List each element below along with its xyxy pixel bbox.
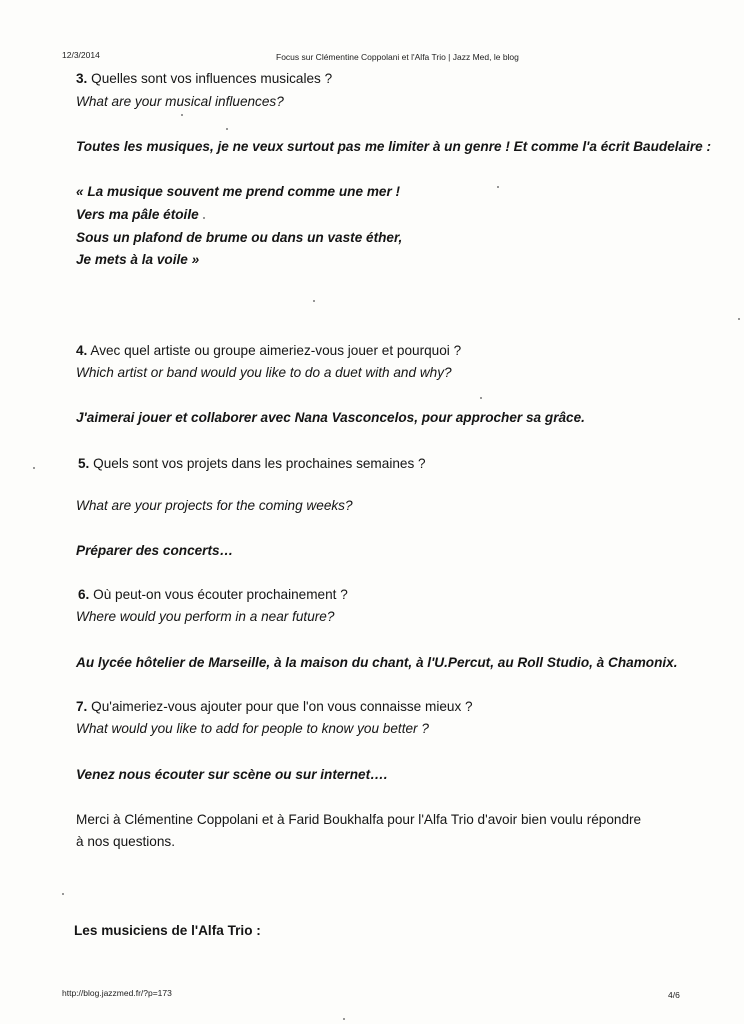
answer-6: Au lycée hôtelier de Marseille, à la maison du chant, à l'U.Percut, au Roll Studio, à Chamonix.	[76, 655, 678, 670]
question-number: 5.	[78, 456, 90, 471]
question-fr: Avec quel artiste ou groupe aimeriez-vous jouer et pourquoi ?	[90, 343, 462, 358]
scan-speck	[181, 114, 183, 116]
answer-7: Venez nous écouter sur scène ou sur internet….	[76, 767, 388, 782]
question-number: 7.	[76, 699, 88, 714]
question-6	[78, 586, 348, 604]
question-4	[76, 342, 461, 360]
scan-speck	[33, 467, 35, 469]
answer-3-intro: Toutes les musiques, je ne veux surtout pas me limiter à un genre ! Et comme l'a écrit Baudelaire :	[76, 139, 712, 154]
scan-speck	[497, 186, 499, 188]
thanks-line: Merci à Clémentine Coppolani et à Farid Boukhalfa pour l'Alfa Trio d'avoir bien voulu répondre	[76, 812, 642, 827]
print-title: Focus sur Clémentine Coppolani et l'Alfa Trio | Jazz Med, le blog	[276, 52, 519, 62]
answer-4: J'aimerai jouer et collaborer avec Nana Vasconcelos, pour approcher sa grâce.	[76, 410, 585, 425]
scan-speck	[226, 128, 228, 130]
scan-speck	[313, 300, 315, 302]
footer-page-number: 4/6	[668, 990, 680, 1000]
question-number: 3.	[76, 71, 88, 86]
print-date: 12/3/2014	[62, 50, 100, 60]
scan-speck	[343, 1018, 345, 1020]
question-fr: Quels sont vos projets dans les prochaines semaines ?	[93, 456, 426, 471]
poem-line: Sous un plafond de brume ou dans un vaste éther,	[76, 230, 403, 245]
scan-speck	[62, 893, 64, 895]
question-4-en: Which artist or band would you like to do a duet with and why?	[76, 365, 452, 380]
question-5	[78, 455, 426, 473]
question-fr: Qu'aimeriez-vous ajouter pour que l'on vous connaisse mieux ?	[91, 699, 473, 714]
poem-line: Je mets à la voile »	[76, 252, 200, 267]
thanks-line: à nos questions.	[76, 834, 175, 849]
answer-5: Préparer des concerts…	[76, 543, 234, 558]
question-fr: Quelles sont vos influences musicales ?	[91, 71, 333, 86]
musicians-heading: Les musiciens de l'Alfa Trio :	[74, 923, 261, 938]
question-3	[76, 70, 332, 88]
poem-line: Vers ma pâle étoile	[76, 207, 199, 222]
question-5-en: What are your projects for the coming weeks?	[76, 498, 353, 513]
scan-speck	[203, 217, 205, 219]
question-7	[76, 698, 473, 716]
question-number: 4.	[76, 343, 88, 358]
question-7-en: What would you like to add for people to know you better ?	[76, 721, 429, 736]
scan-speck	[738, 318, 740, 320]
poem-line: « La musique souvent me prend comme une mer !	[76, 184, 401, 199]
footer-url: http://blog.jazzmed.fr/?p=173	[62, 988, 172, 998]
question-3-en: What are your musical influences?	[76, 94, 284, 109]
question-number: 6.	[78, 587, 90, 602]
scan-speck	[480, 397, 482, 399]
question-fr: Où peut-on vous écouter prochainement ?	[93, 587, 348, 602]
question-6-en: Where would you perform in a near future?	[76, 609, 335, 624]
